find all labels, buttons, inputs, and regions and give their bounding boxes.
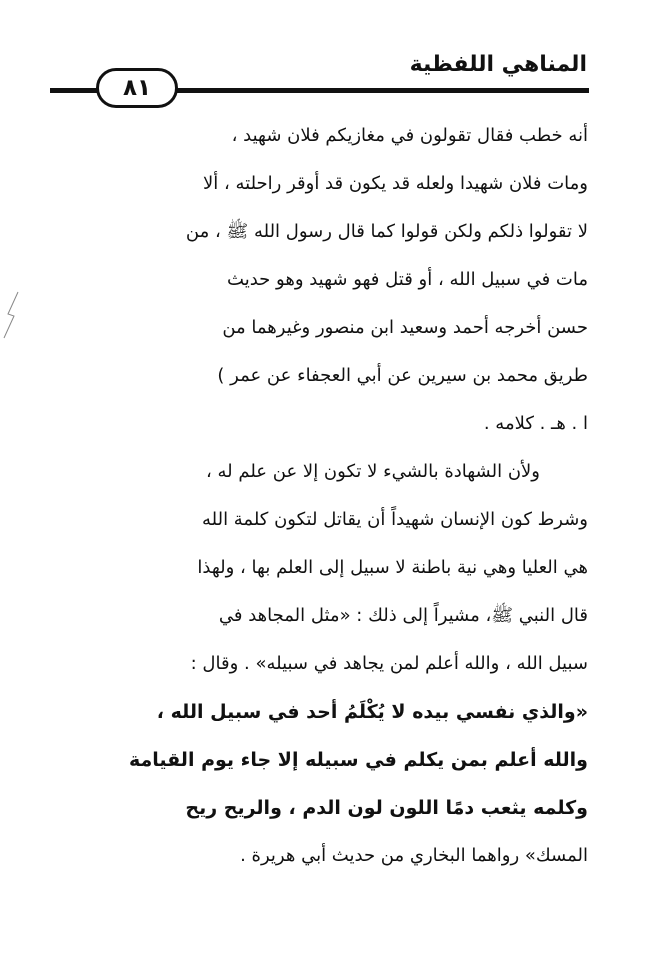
text-line: حسن أخرجه أحمد وسعيد ابن منصور وغيرهما من [222, 317, 588, 338]
page-number-frame [96, 68, 178, 108]
text-line: سبيل الله ، والله أعلم لمن يجاهد في سبيله» . وقال : [190, 653, 588, 674]
text-line: مات في سبيل الله ، أو قتل فهو شهيد وهو حديث [227, 269, 588, 290]
body-text [48, 112, 588, 880]
text-line: وشرط كون الإنسان شهيداً أن يقاتل لتكون كلمة الله [201, 509, 588, 530]
text-line: ومات فلان شهيدا ولعله قد يكون قد أوقر راحلته ، ألا [202, 173, 588, 194]
scan-artifact-mark [2, 290, 20, 340]
text-line: هي العليا وهي نية باطنة لا سبيل إلى العلم بها ، ولهذا [197, 557, 588, 578]
page-header [48, 46, 593, 106]
text-line: ولأن الشهادة بالشيء لا تكون إلا عن علم له ، [205, 461, 540, 482]
running-title: المناهي اللفظية [409, 52, 587, 77]
text-line: «والذي نفسي بيده لا يُكْلَمُ أحد في سبيل الله ، [156, 701, 588, 723]
text-line: وكلمه يثعب دمًا اللون لون الدم ، والريح ريح [185, 797, 588, 819]
text-line: لا تقولوا ذلكم ولكن قولوا كما قال رسول الله ﷺ ، من [185, 221, 588, 242]
text-line: والله أعلم بمن يكلم في سبيله إلا جاء يوم القيامة [128, 749, 588, 771]
text-line: ا . هـ . كلامه . [483, 413, 588, 434]
text-line: قال النبي ﷺ، مشيراً إلى ذلك : «مثل المجاهد في [218, 605, 588, 626]
text-line: أنه خطب فقال تقولون في مغازيكم فلان شهيد ، [231, 125, 588, 146]
text-line: المسك» رواهما البخاري من حديث أبي هريرة . [240, 845, 588, 866]
text-line: طريق محمد بن سيرين عن أبي العجفاء عن عمر ) [217, 365, 588, 386]
page-number: ٨١ [122, 74, 152, 101]
